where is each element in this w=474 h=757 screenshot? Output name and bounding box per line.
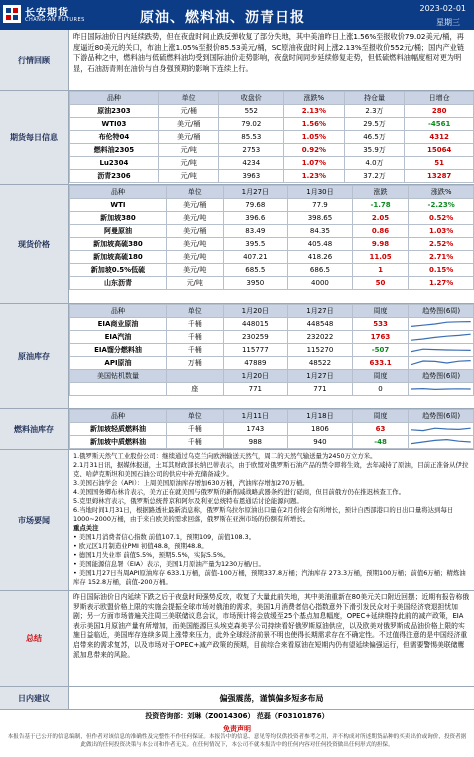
table-row	[70, 157, 474, 170]
news-paragraph: 4.美国国务卿布林肯表示，美方正在就美国与俄罗斯的新削减战略武器条约进行磋商，但目前俄方仍在推迟核查工作。	[73, 488, 406, 496]
change-cell: 11.05	[352, 251, 409, 264]
weekly-change-cell: 533	[352, 318, 409, 331]
unit-cell: 美元/桶	[158, 118, 219, 131]
price-cell: 83.49	[223, 225, 288, 238]
change-pct-cell: 2.13%	[284, 105, 345, 118]
col-header: 周度	[352, 305, 409, 318]
oi-change-cell: -4561	[405, 118, 474, 131]
logo-text-en: CHANG-AN FUTURES	[25, 17, 85, 23]
table-row	[70, 264, 474, 277]
col-header: 单位	[166, 305, 223, 318]
inventory-name: 新加坡中质燃料油	[70, 436, 167, 449]
news-paragraph: • 美国能源信息署（EIA）表示，美国1月原油产量为1230万桶/日。	[73, 560, 265, 568]
section-label: 燃料油库存	[0, 409, 69, 449]
col-header: 日增仓	[405, 92, 474, 105]
inventory-name: EIA商业原油	[70, 318, 167, 331]
close-cell: 79.02	[219, 118, 284, 131]
inventory-name: EIA馏分燃料油	[70, 344, 167, 357]
table-row	[70, 199, 474, 212]
unit-cell: 千桶	[166, 331, 223, 344]
spot-name: 新加坡高硫180	[70, 251, 167, 264]
unit-cell: 万桶	[166, 357, 223, 370]
change-pct-cell: 0.92%	[284, 144, 345, 157]
price-cell: 398.65	[288, 212, 353, 225]
unit-cell: 千桶	[166, 423, 223, 436]
news-paragraph: 2.1月31日讯，据媒体报道，土耳其财政部长纳巴蒂表示，由于欧盟对俄罗斯石油产品的禁令即将生效，去年减持了原油，目前正准备从伊拉克、哈萨克斯坦和美国石油公司的供应中补充储备减少。	[73, 461, 469, 478]
col-header: 趋势图(6周)	[409, 305, 474, 318]
news-paragraph: 6.当地时间1月31日，根据路透社最新消息称，俄罗斯乌拉尔原油出口量在2月份将会有所增长，预计自西部港口的日出口量将达到每日1000~2000万桶，由于来自欧美的需求回落，俄罗斯在亚洲市场的份额有所增长。	[73, 506, 454, 523]
col-header: 涨跌%	[284, 92, 345, 105]
close-cell: 3963	[219, 170, 284, 183]
change-pct-cell: 1.23%	[284, 170, 345, 183]
section-futures	[0, 91, 474, 185]
oi-change-cell: 280	[405, 105, 474, 118]
table-row	[70, 105, 474, 118]
col-header: 持仓量	[344, 92, 405, 105]
market-news-text	[69, 450, 474, 590]
value-cell: 448548	[288, 318, 353, 331]
price-cell: 405.48	[288, 238, 353, 251]
col-header: 品种	[70, 92, 159, 105]
col-header: 单位	[166, 186, 223, 199]
logo-text-cn: 长安期货	[25, 8, 69, 19]
futures-table	[69, 91, 474, 183]
open-interest-cell: 2.3万	[344, 105, 405, 118]
trend-line	[411, 334, 471, 340]
news-paragraph: 3.美国石油学会（API）：上周美国原油库存增加630万桶，汽油库存增加270万桶。	[73, 479, 309, 487]
table-row	[70, 144, 474, 157]
value-cell: 230259	[223, 331, 288, 344]
section-label: 期货每日信息	[0, 91, 69, 184]
close-cell: 2753	[219, 144, 284, 157]
value-cell: 48522	[288, 357, 353, 370]
trend-line	[411, 361, 471, 365]
unit-cell: 美元/吨	[166, 212, 223, 225]
price-cell: 685.5	[223, 264, 288, 277]
col-header: 趋势图(6周)	[409, 410, 474, 423]
table-header-row	[70, 410, 474, 423]
trend-sparkline	[411, 384, 471, 394]
section-label: 总结	[0, 591, 69, 686]
value-cell: 47889	[223, 357, 288, 370]
unit-cell: 元/桶	[158, 105, 219, 118]
unit-cell: 元/吨	[158, 144, 219, 157]
trend-cell	[409, 436, 474, 449]
change-cell: -1.78	[352, 199, 409, 212]
price-cell: 396.6	[223, 212, 288, 225]
trend-sparkline	[411, 345, 471, 355]
price-cell: 84.35	[288, 225, 353, 238]
section-label: 原油库存	[0, 304, 69, 408]
oi-change-cell: 51	[405, 157, 474, 170]
col-header: 1月11日	[223, 410, 288, 423]
col-header: 单位	[158, 92, 219, 105]
section-advice	[0, 687, 474, 710]
news-paragraph: 5.克里姆林宫表示，俄罗斯总统普京和阿尔及利亚总统特布恩通话讨论能源问题。	[73, 497, 303, 505]
unit-cell: 元/吨	[158, 157, 219, 170]
table-row	[70, 344, 474, 357]
unit-cell: 元/吨	[166, 277, 223, 290]
price-cell: 395.5	[223, 238, 288, 251]
oi-change-cell: 15064	[405, 144, 474, 157]
spot-name: 山东沥青	[70, 277, 167, 290]
table-row	[70, 436, 474, 449]
col-header: 收盘价	[219, 92, 284, 105]
unit-cell: 美元/桶	[166, 199, 223, 212]
section-summary	[0, 591, 474, 687]
change-cell: 50	[352, 277, 409, 290]
trend-line	[411, 349, 471, 351]
trend-line	[411, 428, 471, 430]
trend-sparkline	[411, 319, 471, 329]
change-cell: 2.05	[352, 212, 409, 225]
contract-name: WTI03	[70, 118, 159, 131]
col-header: 周度	[352, 370, 409, 383]
price-cell: 3950	[223, 277, 288, 290]
price-cell: 77.9	[288, 199, 353, 212]
col-header: 1月18日	[288, 410, 353, 423]
change-pct-cell: 1.07%	[284, 157, 345, 170]
value-cell: 448015	[223, 318, 288, 331]
close-cell: 552	[219, 105, 284, 118]
spot-name: 新加坡高硫380	[70, 238, 167, 251]
col-header: 1月20日	[223, 370, 288, 383]
table-row	[70, 251, 474, 264]
trend-cell	[409, 344, 474, 357]
change-pct-cell: 1.56%	[284, 118, 345, 131]
price-cell: 79.68	[223, 199, 288, 212]
spot-name: 新加坡380	[70, 212, 167, 225]
table-row	[70, 318, 474, 331]
disclaimer-text: 本报告基于已公开的信息编制，但作者对该信息的准确性及完整性不作任何保证。本报告中的信息、意见等均仅供投资者参考之用，并不构成对所述期货品种的买卖出价或询价，投资者据此做出的任何投资决策与本公司和作者无关。在任何情况下，本公司不就本报告中的任何内容对任何投资做出任何形式的担保。	[7, 734, 467, 748]
table-header-row	[70, 186, 474, 199]
open-interest-cell: 46.5万	[344, 131, 405, 144]
weekly-change-cell: 63	[352, 423, 409, 436]
advice-text: 偏强震荡，谨慎偏多短多布局	[219, 693, 324, 703]
spot-name: 阿曼原油	[70, 225, 167, 238]
unit-cell: 千桶	[166, 344, 223, 357]
spot-name: WTI	[70, 199, 167, 212]
trend-cell	[409, 318, 474, 331]
section-label: 市场要闻	[0, 450, 69, 590]
rig-name	[70, 383, 167, 396]
weekly-change-cell: -48	[352, 436, 409, 449]
unit-cell: 美元/桶	[166, 225, 223, 238]
news-paragraph: • 美国1月消费者信心指数 前值107.1，预期109，前值108.3。	[73, 533, 256, 541]
unit-cell: 美元/吨	[166, 238, 223, 251]
price-cell: 686.5	[288, 264, 353, 277]
open-interest-cell: 35.9万	[344, 144, 405, 157]
unit-cell: 千桶	[166, 436, 223, 449]
value-cell: 940	[288, 436, 353, 449]
table-row	[70, 423, 474, 436]
report-date: 2023-02-01	[419, 4, 466, 13]
change-cell: 0.86	[352, 225, 409, 238]
value-cell: 232022	[288, 331, 353, 344]
open-interest-cell: 4.0万	[344, 157, 405, 170]
review-text: 昨日国际油价日内延续跌势，但在夜盘时间止跌反弹收复了部分失地，其中美油昨日上涨1.56%至报收价79.02美元/桶，再度逼近80美元的关口，布油上涨1.05%至报价85.53美元/桶，SC原油夜盘时间上涨2.13%至报收价552元/桶；国内产业链下游品种之中，燃料油与低硫燃料油均受到国际油价走势影响，夜盘时间同步延续修复走势，但低硫燃料油幅度相对更为明显，石油沥青则在油价与自身强预期的影响下连续上行。	[73, 32, 465, 73]
trend-cell	[409, 331, 474, 344]
unit-cell: 元/吨	[158, 170, 219, 183]
table-row	[70, 383, 474, 396]
col-header: 涨跌%	[409, 186, 474, 199]
col-header: 趋势图(6周)	[409, 370, 474, 383]
spot-name: 新加坡0.5%低硫	[70, 264, 167, 277]
price-cell: 418.26	[288, 251, 353, 264]
table-row	[70, 238, 474, 251]
disclaimer-title: 免责声明	[223, 725, 251, 733]
unit-cell: 座	[166, 383, 223, 396]
trend-line	[411, 322, 471, 327]
col-header: 1月30日	[288, 186, 353, 199]
table-row	[70, 212, 474, 225]
table-row	[70, 357, 474, 370]
value-cell: 1806	[288, 423, 353, 436]
logo-mark-icon	[3, 5, 21, 23]
report-header	[0, 0, 474, 30]
close-cell: 4234	[219, 157, 284, 170]
change-pct-cell: -2.23%	[409, 199, 474, 212]
news-paragraph: 1.俄罗斯天然气工业股份公司：继续通过乌克兰向欧洲输送天然气，周二的天然气输送量为2450万立方米。	[73, 452, 377, 460]
weekly-change-cell: -507	[352, 344, 409, 357]
table-row	[70, 225, 474, 238]
section-spot	[0, 185, 474, 304]
open-interest-cell: 29.5万	[344, 118, 405, 131]
col-header	[166, 370, 223, 383]
fuel-inventory-table	[69, 409, 474, 449]
col-header: 1月27日	[288, 370, 353, 383]
open-interest-cell: 37.2万	[344, 170, 405, 183]
table-row	[70, 170, 474, 183]
trend-sparkline	[411, 358, 471, 368]
section-inventory	[0, 304, 474, 409]
change-pct-cell: 2.52%	[409, 238, 474, 251]
weekly-change-cell: 1763	[352, 331, 409, 344]
news-paragraph: • 德国1月失业率 前值5.5%，预期5.5%，实际5.5%。	[73, 551, 230, 559]
section-market-news	[0, 450, 474, 591]
col-header: 品种	[70, 410, 167, 423]
section-label: 行情回顾	[0, 30, 69, 90]
value-cell: 1743	[223, 423, 288, 436]
contract-name: 原油2303	[70, 105, 159, 118]
price-cell: 407.21	[223, 251, 288, 264]
contacts: 投资咨询部：刘琳（Z0014306） 范磊（F03101876）	[145, 712, 329, 720]
inventory-name: 新加坡轻质燃料油	[70, 423, 167, 436]
weekly-change-cell: 633.1	[352, 357, 409, 370]
unit-cell: 千桶	[166, 318, 223, 331]
news-paragraph: • 美国1月27日当周API原油库存 633.1万桶，前值-100万桶，预期337.8万桶；汽油库存 273.3万桶，预期100万桶；前值6万桶；精炼油库存 152.8万桶，前值-200万桶。	[73, 569, 466, 586]
value-cell: 771	[223, 383, 288, 396]
col-header: 美国钻机数量	[70, 370, 167, 383]
value-cell: 988	[223, 436, 288, 449]
unit-cell: 美元/桶	[158, 131, 219, 144]
contract-name: 布伦特04	[70, 131, 159, 144]
col-header: 周度	[352, 410, 409, 423]
contract-name: 燃料油2305	[70, 144, 159, 157]
inventory-name: EIA汽油	[70, 331, 167, 344]
section-label: 现货价格	[0, 185, 69, 303]
trend-cell	[409, 357, 474, 370]
news-paragraph: • 欧元区1月制造业PMI 初值48.8，预期48.8。	[73, 542, 208, 550]
change-pct-cell: 0.15%	[409, 264, 474, 277]
value-cell: 771	[288, 383, 353, 396]
trend-sparkline	[411, 332, 471, 342]
col-header: 1月20日	[223, 305, 288, 318]
contract-name: 沥青2306	[70, 170, 159, 183]
change-pct-cell: 1.03%	[409, 225, 474, 238]
value-cell: 115777	[223, 344, 288, 357]
trend-line	[411, 389, 471, 390]
inventory-table	[69, 304, 474, 396]
section-review	[0, 30, 474, 91]
close-cell: 85.53	[219, 131, 284, 144]
summary-text: 昨日国际油价日内延续下跌之后于夜盘时间强势反攻，收复了大量此前失地，其中美油重新在80美元关口附近回摆；近期有报告称俄罗斯表示欧盟价格上限的实施会提振全球市场对俄油的需求，美国1月消费者信心指数意外下滑引发民众对于美国经济衰退担忧加剧；另一方面市场普遍关注周三美联储议息会议，市场预计将会放缓至25个基点加息幅度，OPEC+延续维持此前的减产政策，EIA表示美国1月原油产量有所增加，而美国能源巨头埃克森美孚公司持续看好俄罗斯原油供应，以及欧美对俄罗斯成品油价格上限的实施日益临近，美国库存连续多周上涨带来压力，此外全球经济前景不明也使得长期需求存在不确定性。不过值得注意的是中国经济重启带来的需求复苏，以及市场对于OPEC+减产政策的预期，目前综合来看原油在短期内仍有望延续偏强运行，但需要警惕美联储鹰派加息带来的风险。	[73, 593, 470, 659]
price-cell: 4000	[288, 277, 353, 290]
contract-name: Lu2304	[70, 157, 159, 170]
change-pct-cell: 0.52%	[409, 212, 474, 225]
news-paragraph: 重点关注	[73, 524, 99, 532]
change-cell: 9.98	[352, 238, 409, 251]
col-header: 单位	[166, 410, 223, 423]
oi-change-cell: 4312	[405, 131, 474, 144]
col-header: 品种	[70, 186, 167, 199]
trend-cell	[409, 423, 474, 436]
col-header: 涨跌	[352, 186, 409, 199]
col-header: 1月27日	[223, 186, 288, 199]
company-logo	[3, 3, 89, 27]
col-header: 品种	[70, 305, 167, 318]
unit-cell: 美元/吨	[166, 251, 223, 264]
weekly-change-cell: 0	[352, 383, 409, 396]
report-title: 原油、燃料油、沥青日报	[140, 10, 305, 26]
trend-sparkline	[411, 424, 471, 434]
unit-cell: 美元/吨	[166, 264, 223, 277]
table-header-row	[70, 370, 474, 383]
change-pct-cell: 2.71%	[409, 251, 474, 264]
col-header: 1月27日	[288, 305, 353, 318]
change-pct-cell: 1.05%	[284, 131, 345, 144]
trend-cell	[409, 383, 474, 396]
table-row	[70, 131, 474, 144]
change-pct-cell: 1.27%	[409, 277, 474, 290]
table-row	[70, 331, 474, 344]
value-cell: 115270	[288, 344, 353, 357]
spot-table	[69, 185, 474, 290]
oi-change-cell: 13287	[405, 170, 474, 183]
table-header-row	[70, 92, 474, 105]
table-row	[70, 118, 474, 131]
table-header-row	[70, 305, 474, 318]
table-row	[70, 277, 474, 290]
section-fuel-inventory	[0, 409, 474, 450]
section-label: 日内建议	[0, 687, 69, 709]
trend-line	[411, 440, 471, 444]
inventory-name: API原油	[70, 357, 167, 370]
trend-sparkline	[411, 437, 471, 447]
report-weekday: 星期三	[436, 18, 460, 27]
change-cell: 1	[352, 264, 409, 277]
